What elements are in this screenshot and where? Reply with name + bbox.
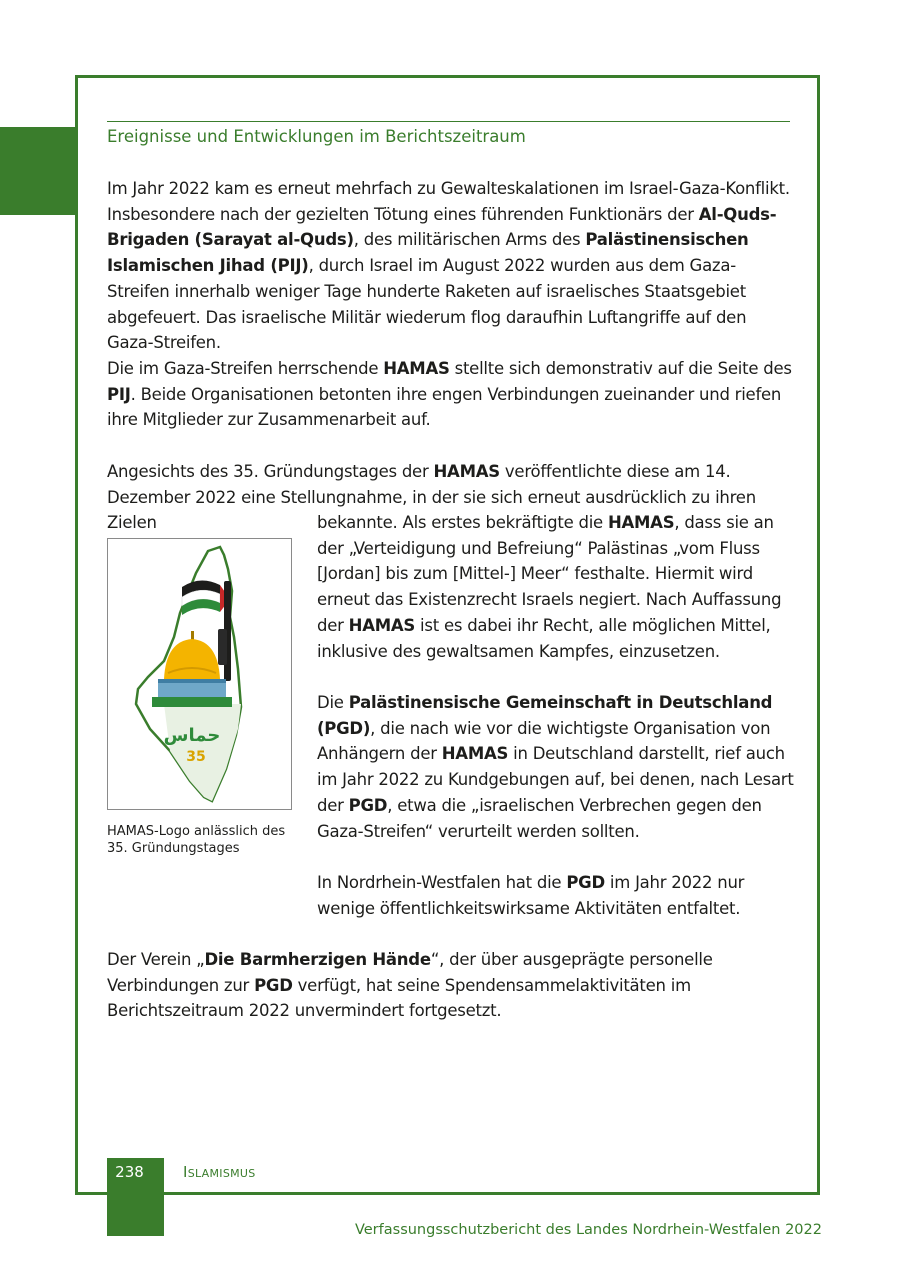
bold-term: HAMAS: [348, 615, 416, 635]
section-heading: Ereignisse und Entwicklungen im Berichtszeitraum: [107, 127, 526, 146]
text-run: ist es dabei ihr Recht, alle möglichen Mittel, inklusive des gewaltsamen Kampfes, einzusetzen.: [317, 615, 771, 661]
text-run: im Jahr 2022 nur wenige öffentlichkeitswirksame Aktivitäten entfaltet.: [317, 873, 745, 918]
text-run: , etwa die „israelischen Verbrechen gegen den Gaza-Streifen“ verurteilt werden sollten.: [317, 795, 762, 841]
hamas-logo-image: [108, 539, 291, 809]
text-run: In Nordrhein-Westfalen hat die: [317, 873, 567, 892]
paragraph-3-continued: [317, 510, 797, 664]
text-run: Die: [317, 693, 349, 712]
text-run: Die im Gaza-Streifen herrschende: [107, 359, 384, 378]
chapter-label: Islamismus: [183, 1163, 256, 1181]
side-tab-marker: [0, 127, 75, 215]
header-rule: [107, 121, 790, 122]
paragraph-6: [107, 947, 797, 1024]
paragraph-1: [107, 176, 797, 356]
paragraph-5: [317, 870, 797, 921]
text-run: in Deutschland darstellt, rief auch im Jahr 2022 zu Kundgebungen auf, bei denen, nach Lesart der: [317, 744, 794, 815]
bold-term: HAMAS: [607, 513, 675, 532]
text-run: veröffentlichte diese am 14. Dezember 2022 eine Stellungnahme, in der sie sich erneut ausdrücklich zu ihren Zielen: [107, 462, 756, 533]
text-run: Im Jahr 2022 kam es erneut mehrfach zu Gewalteskalationen im Israel-Gaza-Konflikt. Insbesondere nach der gezielten Tötung eines führenden Funktionärs der: [107, 179, 790, 224]
paragraph-2: [107, 356, 797, 433]
page-number: 238: [115, 1163, 144, 1181]
text-run: stellte sich demonstrativ auf die Seite des: [449, 359, 792, 378]
text-run: . Beide Organisationen betonten ihre engen Verbindungen zueinander und riefen ihre Mitglieder zur Zusammenarbeit auf.: [107, 384, 782, 430]
text-run: , dass sie an der „Verteidigung und Befreiung“ Palästinas „vom Fluss [Jordan] bis zum [Mittel-] Meer“ festhalte. Hiermit wird erneut das Existenzrecht Israels negiert. Nach Auffassung der: [317, 513, 782, 635]
paragraph-4: [317, 690, 797, 844]
bold-term: PGD: [566, 873, 605, 892]
bold-term: Die Barmherzigen Hände: [204, 950, 431, 969]
bold-term: Palästinensische Gemeinschaft in Deutschland (PGD): [317, 693, 773, 738]
bold-term: HAMAS: [441, 744, 509, 764]
text-run: “, der über ausgeprägte personelle Verbindungen zur: [107, 950, 713, 995]
bold-term: HAMAS: [383, 359, 450, 378]
text-run: Der Verein „: [107, 950, 205, 969]
logo-arabic-text: حماس: [163, 725, 221, 746]
footer-text: Verfassungsschutzbericht des Landes Nordrhein-Westfalen 2022: [354, 1222, 822, 1238]
text-run: , die nach wie vor die wichtigste Organisation von Anhängern der: [317, 718, 771, 764]
text-run: , durch Israel im August 2022 wurden aus dem Gaza-Streifen innerhalb weniger Tage hunderte Raketen auf israelisches Staatsgebiet abgefeuert. Das israelische Militär wiederum flog daraufhin Luftangriffe auf den Gaza-Streifen.: [107, 256, 747, 353]
text-run: Angesichts des 35. Gründungstages der: [107, 462, 434, 481]
bold-term: PIJ: [107, 384, 131, 404]
text-run: , des militärischen Arms des: [353, 230, 586, 250]
hamas-logo-figure: [107, 538, 292, 810]
bold-term: Palästinensischen Islamischen Jihad (PIJ): [107, 230, 749, 276]
logo-number: 35: [186, 749, 206, 765]
bold-term: PGD: [254, 975, 293, 995]
text-run: verfügt, hat seine Spendensammelaktivitäten im Berichtszeitraum 2022 unvermindert fortgesetzt.: [107, 975, 691, 1021]
bold-term: PGD: [348, 795, 388, 815]
text-run: bekannte. Als erstes bekräftigte die: [317, 513, 608, 532]
bold-term: HAMAS: [433, 462, 500, 481]
bold-term: Al-Quds-Brigaden (Sarayat al-Quds): [107, 204, 777, 250]
figure-caption: HAMAS-Logo anlässlich des 35. Gründungstages: [107, 824, 286, 856]
